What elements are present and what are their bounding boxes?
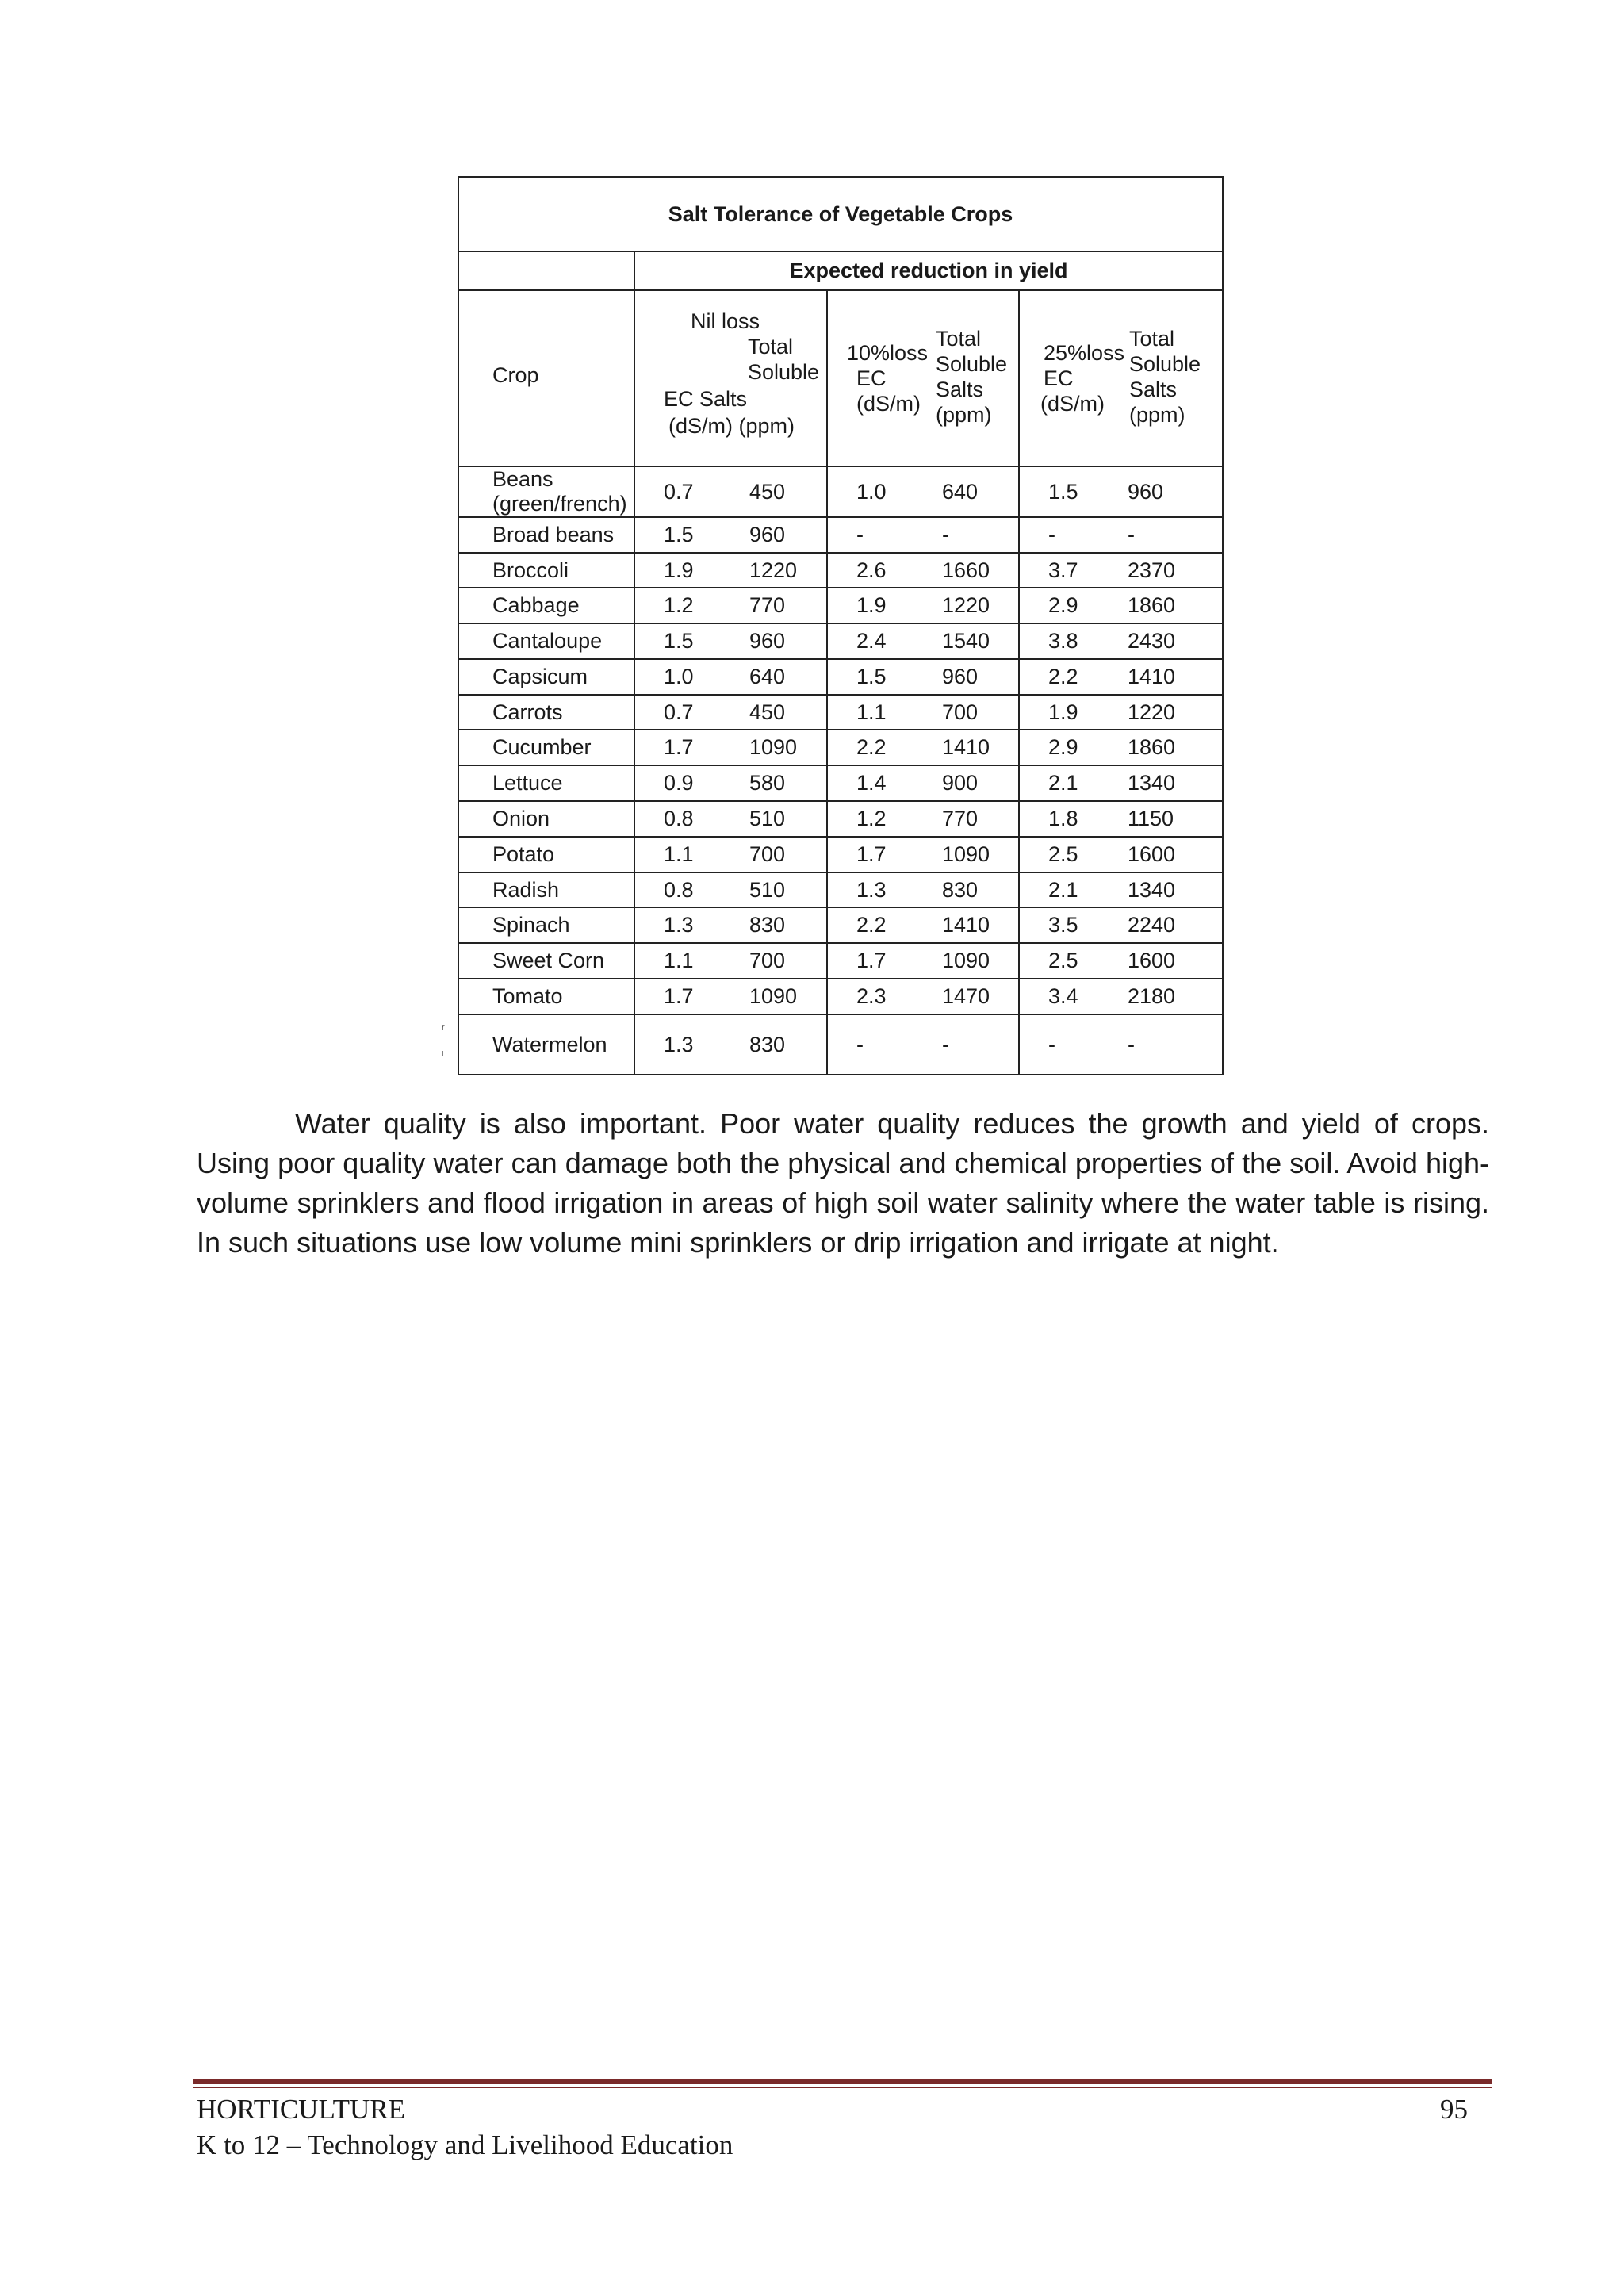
table-row — [458, 1014, 1223, 1075]
crop-name-line: Watermelon — [492, 1032, 607, 1056]
cell-10-loss — [827, 837, 1019, 872]
ppm-value: 960 — [1128, 479, 1164, 504]
ppm-value: 770 — [749, 593, 786, 617]
ec-value: 1.0 — [664, 665, 694, 688]
ppm-value: 1410 — [942, 735, 990, 759]
header-10-soluble: Soluble — [936, 352, 1008, 376]
ppm-value: 1410 — [942, 913, 990, 937]
ec-value: 1.0 — [856, 479, 887, 504]
cell-10-loss — [827, 872, 1019, 907]
ec-value: 3.4 — [1048, 984, 1078, 1008]
ppm-value: 1150 — [1128, 807, 1174, 830]
crop-name-line: Lettuce — [492, 771, 563, 795]
cell-10-loss — [827, 943, 1019, 979]
table-row — [458, 517, 1223, 553]
scan-artifact-mark-1: ʳ — [442, 1023, 445, 1037]
ec-value: 0.8 — [664, 877, 694, 902]
header-25-loss — [1019, 290, 1223, 466]
cell-nil-loss — [634, 907, 827, 943]
ec-value: 2.1 — [1048, 771, 1078, 795]
header-nil-ec-salts: EC Salts — [664, 387, 748, 411]
table-row — [458, 553, 1223, 588]
ppm-value: 510 — [749, 807, 786, 830]
ppm-value: 1600 — [1128, 949, 1176, 972]
cell-25-loss — [1019, 466, 1223, 517]
cell-10-loss — [827, 765, 1019, 801]
table-row — [458, 943, 1223, 979]
cell-25-loss — [1019, 801, 1223, 837]
crop-name-line: Tomato — [492, 984, 563, 1008]
cell-10-loss — [827, 979, 1019, 1014]
ppm-value: 2180 — [1128, 984, 1176, 1008]
crop-name-line: Cabbage — [492, 593, 580, 617]
cell-10-loss — [827, 588, 1019, 623]
cell-10-loss — [827, 466, 1019, 517]
ppm-value: 1220 — [1128, 700, 1176, 724]
ppm-value: 770 — [942, 807, 979, 830]
header-nil-units: (dS/m) (ppm) — [668, 414, 795, 438]
header-10-unit: (dS/m) — [856, 392, 921, 416]
cell-nil-loss — [634, 943, 827, 979]
ec-value: 0.7 — [664, 700, 694, 724]
ec-value: 1.7 — [664, 735, 694, 759]
cell-10-loss — [827, 517, 1019, 553]
table-subtitle: Expected reduction in yield — [634, 251, 1223, 290]
header-25-loss-label: 25%loss — [1044, 341, 1125, 365]
header-10-salts: Salts — [936, 378, 984, 401]
ppm-value: 1340 — [1128, 877, 1176, 902]
ppm-value: 1090 — [749, 984, 798, 1008]
ppm-value: 960 — [749, 629, 786, 653]
table-row — [458, 872, 1223, 907]
cell-25-loss — [1019, 872, 1223, 907]
cell-25-loss — [1019, 553, 1223, 588]
cell-25-loss — [1019, 837, 1223, 872]
crop-name — [458, 588, 634, 623]
table-row — [458, 623, 1223, 659]
cell-10-loss — [827, 623, 1019, 659]
crop-name-line: Broad beans — [492, 523, 615, 546]
cell-25-loss — [1019, 588, 1223, 623]
ppm-value: 1600 — [1128, 842, 1176, 866]
crop-name — [458, 466, 634, 517]
cell-nil-loss — [634, 553, 827, 588]
crop-name-line: (green/french) — [492, 492, 627, 516]
cell-nil-loss — [634, 623, 827, 659]
ec-value: 2.5 — [1048, 949, 1078, 972]
ec-value: 1.7 — [856, 949, 887, 972]
crop-name — [458, 1014, 634, 1075]
cell-nil-loss — [634, 517, 827, 553]
cell-nil-loss — [634, 588, 827, 623]
crop-name-line: Sweet Corn — [492, 949, 605, 972]
cell-nil-loss — [634, 466, 827, 517]
ec-value: 1.3 — [664, 913, 694, 937]
ppm-value: 960 — [942, 665, 979, 688]
ppm-value: 2370 — [1128, 558, 1176, 582]
ppm-value: 960 — [749, 523, 786, 546]
cell-nil-loss — [634, 837, 827, 872]
header-10-loss — [827, 290, 1019, 466]
ec-value: 1.7 — [856, 842, 887, 866]
ppm-value: 450 — [749, 700, 786, 724]
footer-rule-thin — [193, 2087, 1492, 2088]
ppm-value: 640 — [749, 665, 786, 688]
ppm-value: - — [942, 1032, 949, 1056]
header-10-ppm: (ppm) — [936, 403, 992, 427]
table-title: Salt Tolerance of Vegetable Crops — [458, 177, 1223, 251]
ppm-value: 2240 — [1128, 913, 1176, 937]
ppm-value: 640 — [942, 479, 979, 504]
cell-25-loss — [1019, 765, 1223, 801]
cell-25-loss — [1019, 695, 1223, 730]
ppm-value: - — [942, 523, 949, 546]
table-header-blank — [458, 251, 634, 290]
crop-name-line: Carrots — [492, 700, 563, 724]
crop-name-line: Capsicum — [492, 665, 588, 688]
ec-value: 2.5 — [1048, 842, 1078, 866]
table-row — [458, 837, 1223, 872]
cell-10-loss — [827, 553, 1019, 588]
ppm-value: 1090 — [942, 842, 990, 866]
ec-value: 2.1 — [1048, 877, 1078, 902]
crop-name — [458, 730, 634, 765]
table-row — [458, 907, 1223, 943]
ec-value: 1.9 — [856, 593, 887, 617]
ec-value: 1.2 — [856, 807, 887, 830]
cell-10-loss — [827, 1014, 1019, 1075]
ec-value: 2.6 — [856, 558, 887, 582]
ec-value: 1.1 — [856, 700, 887, 724]
ppm-value: 1090 — [749, 735, 798, 759]
ec-value: 1.7 — [664, 984, 694, 1008]
table-row — [458, 801, 1223, 837]
ppm-value: 1540 — [942, 629, 990, 653]
crop-name-line: Onion — [492, 807, 550, 830]
ppm-value: 700 — [749, 842, 786, 866]
ec-value: - — [1048, 1032, 1055, 1056]
ppm-value: 700 — [942, 700, 979, 724]
cell-25-loss — [1019, 979, 1223, 1014]
body-paragraph: Water quality is also important. Poor water quality reduces the growth and yield of crops. Using poor quality water can damage both the physical and chemical properties of the soil. Avoid high-volume sprinklers and flood irrigation in areas of high soil water salinity where the water table is rising. In such situations use low volume mini sprinklers or drip irrigation and irrigate at night. — [197, 1107, 1489, 1259]
ec-value: 1.1 — [664, 949, 694, 972]
ec-value: 1.8 — [1048, 807, 1078, 830]
table-row — [458, 695, 1223, 730]
ppm-value: - — [1128, 523, 1135, 546]
crop-name-line: Potato — [492, 842, 555, 866]
ppm-value: 1860 — [1128, 593, 1176, 617]
ec-value: 0.8 — [664, 807, 694, 830]
ec-value: - — [856, 523, 864, 546]
header-nil-loss — [634, 290, 827, 466]
ec-value: 2.3 — [856, 984, 887, 1008]
ppm-value: 580 — [749, 771, 786, 795]
crop-name — [458, 765, 634, 801]
ppm-value: 1470 — [942, 984, 990, 1008]
table-row — [458, 765, 1223, 801]
cell-10-loss — [827, 907, 1019, 943]
crop-name — [458, 659, 634, 695]
ec-value: - — [856, 1032, 864, 1056]
ec-value: 2.2 — [856, 735, 887, 759]
ppm-value: 1340 — [1128, 771, 1176, 795]
ec-value: - — [1048, 523, 1055, 546]
header-25-soluble: Soluble — [1129, 352, 1201, 376]
cell-25-loss — [1019, 659, 1223, 695]
cell-nil-loss — [634, 1014, 827, 1075]
ppm-value: - — [1128, 1032, 1135, 1056]
header-nil-loss-label: Nil loss — [691, 309, 760, 333]
crop-name — [458, 623, 634, 659]
table-row — [458, 979, 1223, 1014]
ec-value: 1.5 — [664, 523, 694, 546]
ec-value: 1.2 — [664, 593, 694, 617]
crop-name-line: Broccoli — [492, 558, 569, 582]
ec-value: 3.7 — [1048, 558, 1078, 582]
ppm-value: 1090 — [942, 949, 990, 972]
header-25-total: Total — [1129, 327, 1175, 351]
cell-nil-loss — [634, 695, 827, 730]
crop-name-line: Beans — [492, 467, 553, 491]
footer-course: K to 12 – Technology and Livelihood Education — [197, 2129, 733, 2160]
crop-name — [458, 801, 634, 837]
table-row — [458, 730, 1223, 765]
cell-nil-loss — [634, 730, 827, 765]
cell-10-loss — [827, 659, 1019, 695]
ec-value: 1.4 — [856, 771, 887, 795]
cell-nil-loss — [634, 872, 827, 907]
cell-25-loss — [1019, 517, 1223, 553]
crop-name — [458, 695, 634, 730]
crop-name — [458, 517, 634, 553]
footer-rule-thick — [193, 2079, 1492, 2084]
ec-value: 2.9 — [1048, 735, 1078, 759]
header-10-loss-label: 10%loss — [847, 341, 929, 365]
ec-value: 0.9 — [664, 771, 694, 795]
header-crop — [458, 290, 634, 466]
cell-25-loss — [1019, 730, 1223, 765]
crop-name — [458, 943, 634, 979]
ec-value: 0.7 — [664, 479, 694, 504]
ec-value: 1.5 — [664, 629, 694, 653]
crop-name — [458, 872, 634, 907]
ppm-value: 450 — [749, 479, 786, 504]
ec-value: 2.2 — [1048, 665, 1078, 688]
cell-10-loss — [827, 801, 1019, 837]
ppm-value: 830 — [749, 913, 786, 937]
cell-nil-loss — [634, 659, 827, 695]
ec-value: 1.3 — [664, 1032, 694, 1056]
cell-25-loss — [1019, 623, 1223, 659]
cell-10-loss — [827, 730, 1019, 765]
cell-25-loss — [1019, 1014, 1223, 1075]
cell-10-loss — [827, 695, 1019, 730]
header-25-ppm: (ppm) — [1129, 403, 1185, 427]
ec-value: 2.4 — [856, 629, 887, 653]
ec-value: 1.9 — [1048, 700, 1078, 724]
ec-value: 3.8 — [1048, 629, 1078, 653]
ec-value: 1.5 — [1048, 479, 1078, 504]
crop-name — [458, 553, 634, 588]
crop-name-line: Cucumber — [492, 735, 592, 759]
ppm-value: 1660 — [942, 558, 990, 582]
header-crop-label: Crop — [492, 363, 539, 387]
ppm-value: 1220 — [749, 558, 798, 582]
ppm-value: 830 — [749, 1032, 786, 1056]
header-nil-soluble: Soluble — [748, 360, 820, 384]
header-25-unit: (dS/m) — [1040, 392, 1105, 416]
ppm-value: 2430 — [1128, 629, 1176, 653]
header-nil-total: Total — [748, 335, 794, 358]
ppm-value: 830 — [942, 877, 979, 902]
ec-value: 1.1 — [664, 842, 694, 866]
salt-tolerance-table — [458, 176, 1224, 1075]
cell-25-loss — [1019, 943, 1223, 979]
cell-nil-loss — [634, 979, 827, 1014]
crop-name-line: Spinach — [492, 913, 570, 937]
ec-value: 1.5 — [856, 665, 887, 688]
header-10-total: Total — [936, 327, 982, 351]
crop-name-line: Cantaloupe — [492, 629, 603, 653]
header-10-ec: EC — [856, 366, 887, 390]
ppm-value: 700 — [749, 949, 786, 972]
ppm-value: 510 — [749, 877, 786, 902]
ppm-value: 1860 — [1128, 735, 1176, 759]
ec-value: 2.2 — [856, 913, 887, 937]
table-row — [458, 466, 1223, 517]
ppm-value: 900 — [942, 771, 979, 795]
ppm-value: 1220 — [942, 593, 990, 617]
ec-value: 1.3 — [856, 877, 887, 902]
table-row — [458, 588, 1223, 623]
header-25-salts: Salts — [1129, 378, 1178, 401]
cell-nil-loss — [634, 765, 827, 801]
page-number: 95 — [1440, 2094, 1468, 2125]
table-row — [458, 659, 1223, 695]
cell-25-loss — [1019, 907, 1223, 943]
crop-name — [458, 907, 634, 943]
ec-value: 3.5 — [1048, 913, 1078, 937]
ec-value: 1.9 — [664, 558, 694, 582]
header-25-ec: EC — [1044, 366, 1074, 390]
crop-name — [458, 837, 634, 872]
footer-subject: HORTICULTURE — [197, 2094, 405, 2125]
crop-name — [458, 979, 634, 1014]
crop-name-line: Radish — [492, 877, 560, 902]
scan-artifact-mark-2: ᶦ — [442, 1048, 444, 1062]
ec-value: 2.9 — [1048, 593, 1078, 617]
cell-nil-loss — [634, 801, 827, 837]
ppm-value: 1410 — [1128, 665, 1176, 688]
